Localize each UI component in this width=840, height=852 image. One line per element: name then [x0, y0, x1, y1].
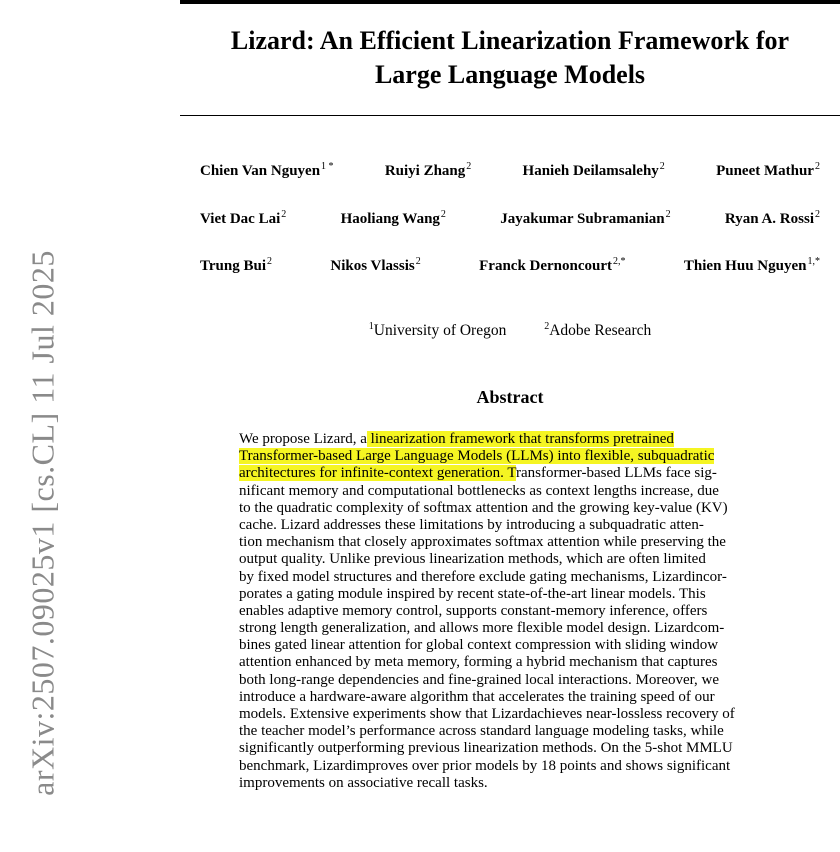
- author-name-text: Puneet Mathur: [716, 163, 814, 179]
- abstract-text: introduce a hardware-aware algorithm that accelerates the training speed of our: [239, 688, 715, 705]
- abstract-line: [239, 500, 779, 517]
- abstract-line: [239, 551, 779, 568]
- abstract-text: bines gated linear attention for global context compression with sliding window: [239, 637, 719, 654]
- affiliation-adobe: $^2$Adobe Research: [544, 321, 652, 340]
- abstract-line: [239, 517, 779, 534]
- author-name-text: Ruiyi Zhang: [384, 163, 466, 179]
- abstract-text: improvements on associative recall tasks.: [239, 774, 488, 791]
- title-line-1: Lizard: An Efficient Linearization Framework for: [230, 26, 790, 55]
- abstract-text: attention enhanced by meta memory, forming a hybrid mechanism that captures: [239, 654, 718, 671]
- title-bottom-rule: [180, 115, 840, 116]
- abstract-text: benchmark, Lizardimproves over prior models by 18 points and shows significant: [239, 757, 731, 774]
- title-line-2: Large Language Models: [374, 60, 646, 89]
- author-name-text: Nikos Vlassis: [330, 258, 415, 274]
- author-name: [716, 161, 820, 180]
- abstract-text: significantly outperforming previous linearization methods. On the 5-shot MMLU: [239, 740, 733, 757]
- author-name: [330, 256, 420, 275]
- author-affiliation-mark: 2: [466, 161, 472, 172]
- abstract-line: [239, 448, 779, 465]
- author-name: [725, 209, 820, 228]
- abstract-text: by fixed model structures and therefore exclude gating mechanisms, Lizardincor-: [239, 568, 727, 585]
- author-affiliation-mark: 1,*: [807, 256, 820, 267]
- author-name-text: Jayakumar Subramanian: [500, 211, 665, 227]
- abstract-line: [239, 534, 779, 551]
- author-affiliation-mark: 2: [267, 256, 272, 267]
- author-name: [200, 256, 272, 275]
- arxiv-identifier: arXiv:2507.09025v1 [cs.CL] 11 Jul 2025: [24, 250, 61, 796]
- abstract-line: [239, 569, 779, 586]
- abstract-text: ransformer-based LLMs face sig-: [516, 465, 717, 482]
- abstract-line: [239, 483, 779, 500]
- author-name-text: Ryan A. Rossi: [724, 211, 814, 227]
- abstract-line: [239, 586, 779, 603]
- author-row: [200, 256, 820, 275]
- title-top-rule: [180, 0, 840, 4]
- author-name: [479, 256, 625, 275]
- abstract-line: [239, 603, 779, 620]
- abstract-text: models. Extensive experiments show that Lizardachieves near-lossless recovery of: [239, 706, 735, 722]
- author-name: [200, 209, 286, 228]
- author-row: [200, 161, 820, 180]
- author-affiliation-mark: 2: [415, 256, 421, 267]
- author-name-text: Hanieh Deilamsalehy: [522, 163, 659, 179]
- paper-title: [180, 24, 840, 92]
- author-affiliation-mark: 2: [440, 209, 446, 220]
- author-name: [523, 161, 665, 180]
- abstract-line: [239, 465, 779, 482]
- author-name: [341, 209, 446, 228]
- abstract-text: both long-range dependencies and fine-grained local interactions. Moreover, we: [239, 671, 720, 688]
- abstract-text: We propose Lizard, a: [239, 431, 367, 447]
- abstract-text: tion mechanism that closely approximates softmax attention while preserving the: [239, 534, 726, 551]
- abstract-line: [239, 620, 779, 637]
- author-name: [200, 161, 334, 180]
- abstract-text: strong length generalization, and allows more flexible model design. Lizardcom-: [239, 620, 725, 637]
- author-row: [200, 209, 820, 228]
- author-name-text: Haoliang Wang: [340, 211, 440, 227]
- author-name: [500, 209, 670, 228]
- highlighted-text: linearization framework that transforms pretrained: [366, 431, 674, 447]
- abstract-text: the teacher model’s performance across standard language modeling tasks, while: [239, 723, 724, 740]
- abstract-line: [239, 431, 779, 448]
- abstract-line: [239, 672, 779, 689]
- abstract-text: porates a gating module inspired by recent state-of-the-art linear models. This: [239, 585, 706, 602]
- author-name-text: Viet Dac Lai: [200, 211, 281, 227]
- abstract-line: [239, 706, 779, 723]
- highlighted-text: Transformer-based Large Language Models (LLMs) into flexible, subquadratic: [239, 448, 715, 465]
- author-affiliation-mark: 2: [814, 161, 820, 172]
- affiliation-oregon: $^1$University of Oregon: [368, 321, 507, 340]
- abstract-text: to the quadratic complexity of softmax attention and the growing key-value (KV): [239, 499, 728, 516]
- abstract-text: cache. Lizard addresses these limitations by introducing a subquadratic atten-: [239, 516, 704, 533]
- abstract-line: [239, 775, 779, 792]
- abstract-body: [239, 431, 779, 792]
- author-affiliation-mark: 2: [665, 209, 671, 220]
- author-affiliation-mark: 2: [281, 209, 287, 220]
- abstract-line: [239, 758, 779, 775]
- abstract-line: [239, 689, 779, 706]
- abstract-text: nificant memory and computational bottlenecks as context lengths increase, due: [239, 482, 719, 499]
- author-affiliation-mark: 1 *: [321, 161, 334, 172]
- abstract-line: [239, 637, 779, 654]
- author-affiliation-mark: 2: [659, 161, 665, 172]
- author-affiliation-mark: 2: [814, 209, 820, 220]
- author-name: [684, 256, 820, 275]
- abstract-text: enables adaptive memory control, supports constant-memory inference, offers: [239, 602, 708, 619]
- author-name-text: Chien Van Nguyen: [200, 163, 321, 179]
- author-name: [385, 161, 471, 180]
- author-name-text: Thien Huu Nguyen: [683, 258, 807, 274]
- affiliations: [180, 321, 840, 340]
- author-name-text: Franck Dernoncourt: [479, 258, 613, 274]
- abstract-heading: Abstract: [476, 387, 544, 407]
- abstract-text: output quality. Unlike previous linearization methods, which are often limited: [239, 551, 706, 568]
- author-affiliation-mark: 2,*: [613, 256, 626, 267]
- author-name-text: Trung Bui: [200, 258, 266, 274]
- highlighted-text: architectures for infinite-context generation. T: [239, 465, 516, 482]
- abstract-line: [239, 723, 779, 740]
- abstract-line: [239, 654, 779, 671]
- abstract-line: [239, 740, 779, 757]
